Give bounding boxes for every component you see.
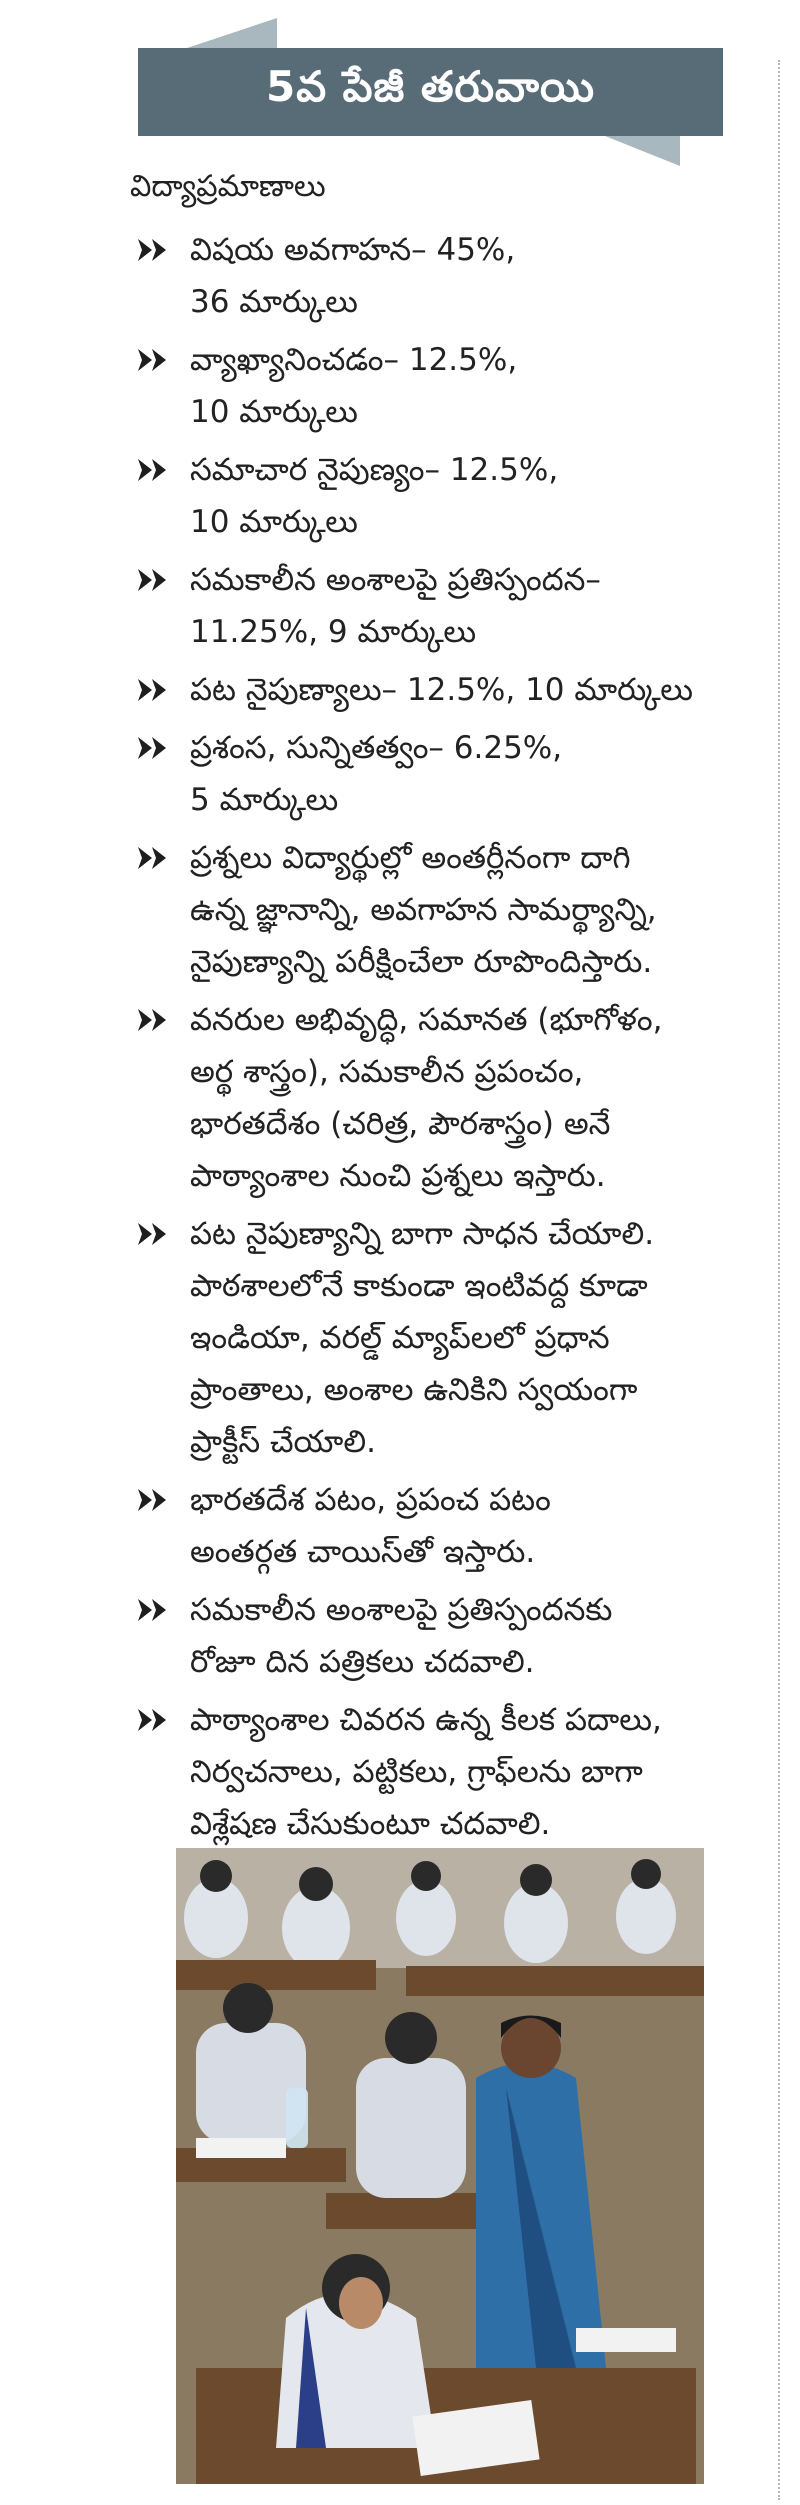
bullet-item (138, 554, 758, 658)
double-chevron-right-icon (138, 735, 172, 761)
bullet-line: పట నైపుణ్యాన్ని బాగా సాధన చేయాలి. (190, 1216, 655, 1252)
bullet-line: ప్రశంస, సున్నితత్వం– 6.25%, (190, 730, 563, 766)
bullet-line: అంతర్గత చాయిస్‌తో ఇస్తారు. (190, 1534, 536, 1570)
bullet-line: విషయ అవగాహన– 45%, (190, 232, 516, 268)
bullet-line: 5 మార్కులు (190, 782, 339, 818)
bullet-item (138, 1474, 758, 1578)
bullet-line: ప్రశ్నలు విద్యార్థుల్లో అంతర్లీనంగా దాగి (190, 840, 631, 876)
bullet-item (138, 1584, 758, 1688)
bullet-item (138, 1694, 758, 1850)
double-chevron-right-icon (138, 677, 172, 703)
double-chevron-right-icon (138, 1487, 172, 1513)
bullet-line: నైపుణ్యాన్ని పరీక్షించేలా రూపొందిస్తారు. (190, 944, 653, 980)
bullet-line: వ్యాఖ్యానించడం– 12.5%, (190, 342, 518, 378)
double-chevron-right-icon (138, 845, 172, 871)
double-chevron-right-icon (138, 567, 172, 593)
bullet-line: సమాచార నైపుణ్యం– 12.5%, (190, 452, 559, 488)
bullet-line: సమకాలీన అంశాలపై ప్రతిస్పందన– (190, 562, 601, 598)
bullet-line: వనరుల అభివృద్ధి, సమానత (భూగోళం, (190, 1002, 663, 1038)
bullet-line: సమకాలీన అంశాలపై ప్రతిస్పందనకు (190, 1592, 613, 1628)
bullet-line: 10 మార్కులు (190, 394, 358, 430)
double-chevron-right-icon (138, 1597, 172, 1623)
bullet-line: అర్థ శాస్త్రం), సమకాలీన ప్రపంచం, (190, 1054, 584, 1090)
bullet-line: రోజూ దిన పత్రికలు చదవాలి. (190, 1644, 535, 1680)
exam-hall-illustration (176, 1848, 704, 2484)
bullet-line: నిర్వచనాలు, పట్టికలు, గ్రాఫ్‌లను బాగా (190, 1754, 643, 1790)
bullet-line: ప్రాంతాలు, అంశాల ఉనికిని స్వయంగా (190, 1372, 638, 1408)
double-chevron-right-icon (138, 347, 172, 373)
continuation-banner (138, 48, 723, 136)
bullet-item (138, 1208, 758, 1468)
bullet-list (138, 224, 758, 1856)
double-chevron-right-icon (138, 457, 172, 483)
bullet-line: ఉన్న జ్ఞానాన్ని, అవగాహన సామర్థ్యాన్ని, (190, 892, 657, 928)
double-chevron-right-icon (138, 237, 172, 263)
bullet-line: పాఠ్యాంశాల చివరన ఉన్న కీలక పదాలు, (190, 1702, 662, 1738)
bullet-line: 10 మార్కులు (190, 504, 358, 540)
bullet-item (138, 444, 758, 548)
section-subheading: విద్యాప్రమాణాలు (130, 169, 326, 204)
exam-hall-photo (176, 1848, 704, 2484)
bullet-item (138, 832, 758, 988)
banner-title: 5వ పేజీ తరువాయి (265, 62, 596, 111)
double-chevron-right-icon (138, 1707, 172, 1733)
bullet-line: పట నైపుణ్యాలు– 12.5%, 10 మార్కులు (190, 672, 693, 708)
bullet-line: 11.25%, 9 మార్కులు (190, 614, 477, 650)
bullet-line: ఇండియా, వరల్డ్ మ్యాప్‌లలో ప్రధాన (190, 1320, 610, 1356)
bullet-line: 36 మార్కులు (190, 284, 358, 320)
bullet-line: భారతదేశం (చరిత్ర, పౌరశాస్త్రం) అనే (190, 1106, 611, 1142)
bullet-item (138, 334, 758, 438)
bullet-item (138, 224, 758, 328)
column-divider (778, 60, 780, 2500)
bullet-line: పాఠశాలలోనే కాకుండా ఇంటివద్ద కూడా (190, 1268, 648, 1304)
bullet-line: ప్రాక్టీస్ చేయాలి. (190, 1424, 376, 1460)
double-chevron-right-icon (138, 1007, 172, 1033)
double-chevron-right-icon (138, 1221, 172, 1247)
bullet-line: విశ్లేషణ చేసుకుంటూ చదవాలి. (190, 1806, 551, 1842)
banner-fold-left (187, 18, 277, 48)
bullet-line: భారతదేశ పటం, ప్రపంచ పటం (190, 1482, 551, 1518)
bullet-item (138, 994, 758, 1202)
bullet-item (138, 722, 758, 826)
bullet-item (138, 664, 758, 716)
bullet-line: పాఠ్యాంశాల నుంచి ప్రశ్నలు ఇస్తారు. (190, 1158, 606, 1194)
